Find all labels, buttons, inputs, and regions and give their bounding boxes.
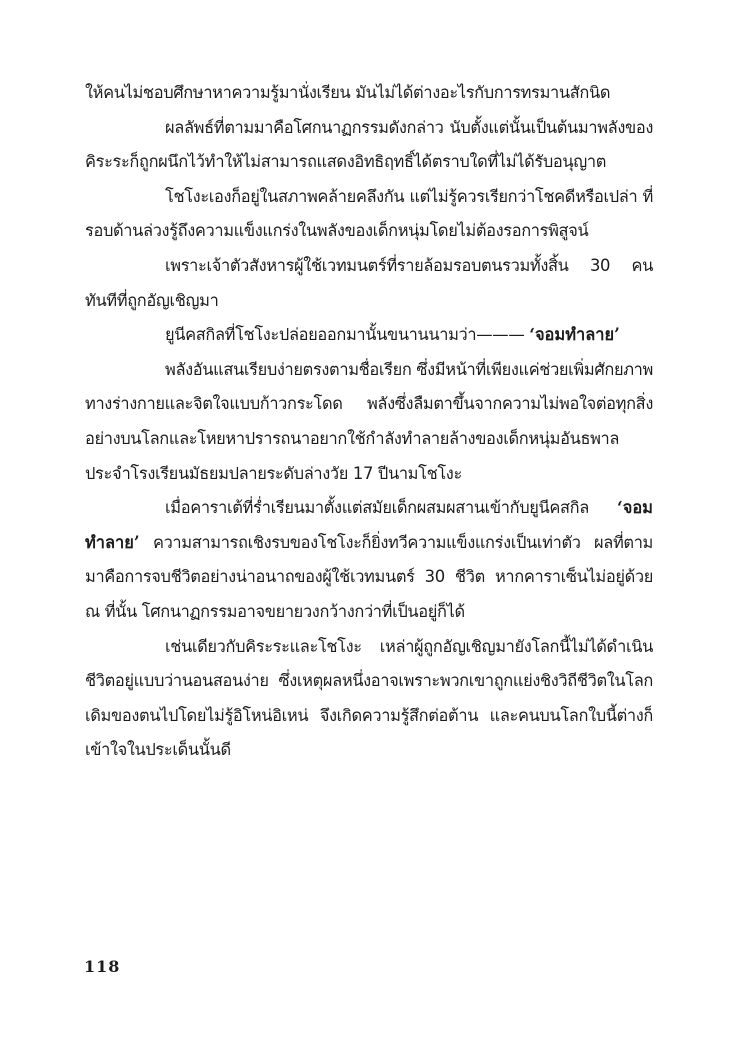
- paragraph-2: ผลลัพธ์ที่ตามมาคือโศกนาฏกรรมดังกล่าว นับตั้งแต่นั้นเป็นต้นมาพลังของคิระระก็ถูกผนึกไว้ทำให้ไม่สามารถแสดงอิทธิฤทธิ์ได้ตราบใดที่ไม่ได้รับอนุญาต: [85, 117, 653, 172]
- page-number: 118: [84, 957, 121, 976]
- paragraph-7-text-a: เมื่อคาราเต้ที่ร่ำเรียนมาตั้งแต่สมัยเด็กผสมผสานเข้ากับยูนีคสกิล: [165, 498, 589, 518]
- paragraph-5-text: ยูนีคสกิลที่โชโงะปล่อยออกมานั้นขนานนามว่า———: [165, 325, 525, 345]
- book-page-body: [85, 76, 653, 768]
- paragraph-8: เช่นเดียวกับคิระระและโชโงะ เหล่าผู้ถูกอัญเชิญมายังโลกนี้ไม่ได้ดำเนินชีวิตอยู่แบบว่านอนสอนง่าย ซึ่งเหตุผลหนึ่งอาจเพราะพวกเขาถูกแย่งชิงวิถีชีวิตในโลกเดิมของตนไปโดยไม่รู้อิโหน่อิเหน่ จึงเกิดความรู้สึกต่อต้าน และคนบนโลกใบนี้ต่างก็เข้าใจในประเด็นนั้นดี: [85, 636, 653, 760]
- paragraph-6: พลังอันแสนเรียบง่ายตรงตามชื่อเรียก ซึ่งมีหน้าที่เพียงแค่ช่วยเพิ่มศักยภาพทางร่างกายและจิตใจแบบก้าวกระโดด พลังซึ่งลืมตาขึ้นจากความไม่พอใจต่อทุกสิ่งอย่างบนโลกและโหยหาปรารถนาอยากใช้กำลังทำลายล้างของเด็กหนุ่มอันธพาลประจำโรงเรียนมัธยมปลายระดับล่างวัย 17 ปีนามโชโงะ: [85, 359, 653, 483]
- paragraph-7: [85, 491, 653, 629]
- paragraph-3: โชโงะเองก็อยู่ในสภาพคล้ายคลึงกัน แต่ไม่รู้ควรเรียกว่าโชคดีหรือเปล่า ที่รอบด้านล่วงรู้ถึงความแข็งแกร่งในพลังของเด็กหนุ่มโดยไม่ต้องรอการพิสูจน์: [85, 186, 653, 241]
- paragraph-1: ให้คนไม่ชอบศึกษาหาความรู้มานั่งเรียน มันไม่ได้ต่างอะไรกับการทรมานสักนิด: [85, 83, 611, 102]
- skill-name-emphasis-2: ‘จอมทำลาย’: [85, 498, 653, 552]
- skill-name-emphasis: ‘จอมทำลาย’: [529, 325, 620, 345]
- paragraph-4: เพราะเจ้าตัวสังหารผู้ใช้เวทมนตร์ที่รายล้อมรอบตนรวมทั้งสิ้น 30 คน ทันทีที่ถูกอัญเชิญมา: [85, 255, 653, 310]
- paragraph-7-text-b: ความสามารถเชิงรบของโชโงะก็ยิ่งทวีความแข็งแกร่งเป็นเท่าตัว ผลที่ตามมาคือการจบชีวิตอย่างน่าอนาถของผู้ใช้เวทมนตร์ 30 ชีวิต หากคาราเซ็นไม่อยู่ด้วย ณ ที่นั้น โศกนาฏกรรมอาจขยายวงกว้างกว่าที่เป็นอยู่ก็ได้: [85, 532, 653, 621]
- paragraph-5: [85, 318, 653, 353]
